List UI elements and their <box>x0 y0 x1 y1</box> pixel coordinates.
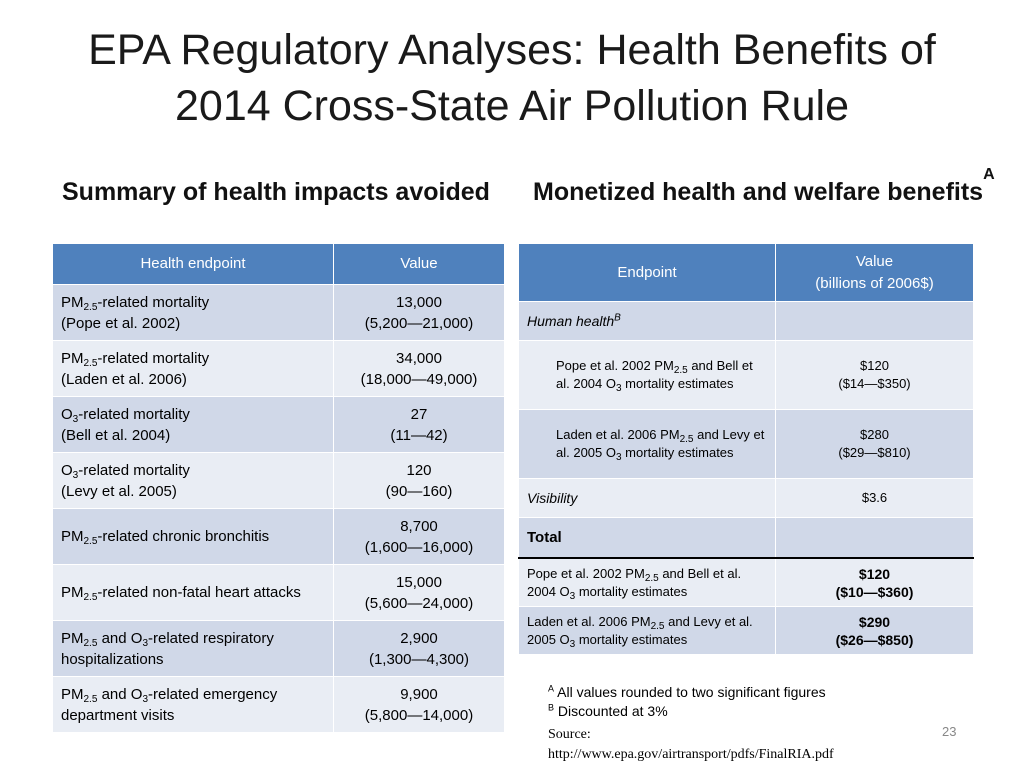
table-row <box>53 397 505 453</box>
slide-title <box>0 22 1024 134</box>
endpoint-cell: Laden et al. 2006 $PM_{2.5}$ and Levy et al. 2005 $O_3$ mortality estimates <box>519 410 776 479</box>
value-cell: $280 ($29—$810) <box>776 410 974 479</box>
footnote-b-text: Discounted at 3% <box>557 703 668 719</box>
value-cell: $120 ($10—$360) <box>776 558 974 607</box>
value-cell: $3.6 <box>776 479 974 518</box>
health-endpoint-cell: $PM_{2.5}$-related mortality (Laden et al. 2006) <box>53 341 334 397</box>
table-row <box>53 285 505 341</box>
value-cell: 8,700 (1,600—16,000) <box>334 509 505 565</box>
page-number: 23 <box>942 724 957 739</box>
value-cell <box>776 518 974 559</box>
value-cell: $290 ($26—$850) <box>776 607 974 655</box>
value-cell <box>776 302 974 341</box>
table-row <box>53 509 505 565</box>
source-label: Source: <box>548 727 591 742</box>
health-endpoint-cell: $PM_{2.5}$-related mortality (Pope et al. 2002) <box>53 285 334 341</box>
source-url: http://www.epa.gov/airtransport/pdfs/FinalRIA.pdf <box>548 747 834 762</box>
footnotes <box>548 683 826 721</box>
left-section-heading: Summary of health impacts avoided <box>62 178 490 206</box>
slide-title-line-1: EPA Regulatory Analyses: Health Benefits of <box>88 26 936 74</box>
column-header-value <box>776 244 974 302</box>
value-cell: 15,000 (5,600—24,000) <box>334 565 505 621</box>
value-cell: 34,000 (18,000—49,000) <box>334 341 505 397</box>
endpoint-cell: Human health$^B$ <box>519 302 776 341</box>
endpoint-cell: Pope et al. 2002 $PM_{2.5}$ and Bell et al. 2004 $O_3$ mortality estimates <box>519 341 776 410</box>
value-header-line-1: Value <box>855 252 894 270</box>
endpoint-cell: Total <box>519 518 776 559</box>
table-row <box>519 302 974 341</box>
value-cell: 2,900 (1,300—4,300) <box>334 621 505 677</box>
table-row <box>519 479 974 518</box>
table-row <box>53 677 505 733</box>
footnote-b-mark: B <box>548 702 555 713</box>
table-row <box>53 621 505 677</box>
value-header-line-2: (billions of 2006$) <box>815 274 934 292</box>
table-header-row <box>53 244 505 285</box>
value-cell: 13,000 (5,200—21,000) <box>334 285 505 341</box>
health-endpoint-cell: $O_3$-related mortality (Levy et al. 2005) <box>53 453 334 509</box>
value-cell: 27 (11—42) <box>334 397 505 453</box>
table-row <box>519 341 974 410</box>
slide-title-line-2: 2014 Cross-State Air Pollution Rule <box>174 82 850 130</box>
monetized-benefits-table <box>518 243 974 655</box>
value-cell: 120 (90—160) <box>334 453 505 509</box>
footnote-b <box>548 702 826 721</box>
table-header-row <box>519 244 974 302</box>
table-row <box>519 410 974 479</box>
table-row <box>53 453 505 509</box>
right-heading-footnote-mark: A <box>983 166 995 183</box>
column-header-endpoint: Health endpoint <box>53 244 334 285</box>
right-section-heading <box>533 166 1003 206</box>
endpoint-cell: Visibility <box>519 479 776 518</box>
health-impacts-table <box>52 243 505 733</box>
table-row <box>519 607 974 655</box>
health-endpoint-cell: $PM_{2.5}$ and $O_3$-related emergency department visits <box>53 677 334 733</box>
value-cell: $120 ($14—$350) <box>776 341 974 410</box>
health-endpoint-cell: $O_3$-related mortality (Bell et al. 2004) <box>53 397 334 453</box>
table-row <box>53 565 505 621</box>
column-header-value: Value <box>334 244 505 285</box>
source-citation <box>548 725 834 765</box>
health-endpoint-cell: $PM_{2.5}$ and $O_3$-related respiratory hospitalizations <box>53 621 334 677</box>
right-heading-text: Monetized health and welfare benefits <box>533 178 984 206</box>
column-header-endpoint: Endpoint <box>519 244 776 302</box>
table-row <box>519 558 974 607</box>
footnote-a-text: All values rounded to two significant figures <box>557 684 826 700</box>
footnote-a-mark: A <box>548 683 555 694</box>
health-endpoint-cell: $PM_{2.5}$-related non-fatal heart attacks <box>53 565 334 621</box>
footnote-a <box>548 683 826 702</box>
table-row <box>53 341 505 397</box>
health-endpoint-cell: $PM_{2.5}$-related chronic bronchitis <box>53 509 334 565</box>
endpoint-cell: Pope et al. 2002 $PM_{2.5}$ and Bell et al. 2004 $O_3$ mortality estimates <box>519 558 776 607</box>
endpoint-cell: Laden et al. 2006 $PM_{2.5}$ and Levy et al. 2005 $O_3$ mortality estimates <box>519 607 776 655</box>
table-row <box>519 518 974 559</box>
value-cell: 9,900 (5,800—14,000) <box>334 677 505 733</box>
